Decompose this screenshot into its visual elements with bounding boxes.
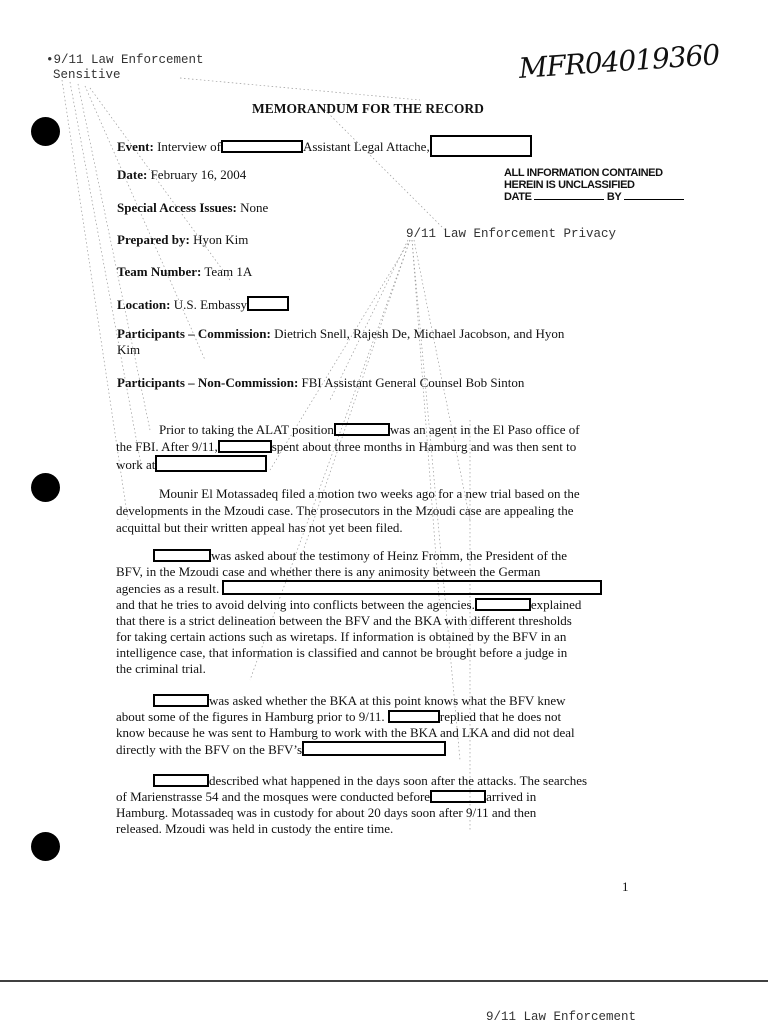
stamp-date-label: DATE (504, 191, 532, 203)
date-label: Date: (117, 167, 148, 182)
redaction-box (222, 580, 602, 595)
stamp-by-label: BY (606, 191, 622, 203)
paragraph-1 (116, 421, 580, 473)
special-access-value: None (240, 200, 269, 215)
p3-text: for taking certain actions such as wiretaps. If information is obtained by the BFV in an (116, 629, 567, 644)
header-marking-line1: •9/11 Law Enforcement (46, 53, 204, 67)
paragraph-2 (116, 485, 580, 536)
paragraph-3 (116, 548, 602, 677)
redaction-box (218, 440, 272, 453)
p3-text: was asked about the testimony of Heinz Fromm, the President of the (211, 548, 567, 563)
footer-marking: 9/11 Law Enforcement (486, 1010, 637, 1024)
p1-text: Prior to taking the ALAT position (159, 422, 334, 437)
redaction-box (475, 598, 531, 611)
location-line (117, 296, 289, 313)
p4-text: was asked whether the BKA at this point knows what the BFV knew (209, 693, 566, 708)
participants-commission (117, 326, 564, 358)
redaction-box (302, 741, 446, 756)
p3-text: and that he tries to avoid delving into conflicts between the agencies. (116, 597, 475, 612)
p3-text: explained (530, 597, 582, 612)
team-number-label: Team Number: (117, 264, 202, 279)
stamp-line1: ALL INFORMATION CONTAINED (504, 167, 663, 179)
stamp-line2: HEREIN IS UNCLASSIFIED (504, 179, 635, 191)
privacy-marking: 9/11 Law Enforcement Privacy (406, 227, 617, 241)
p5-text: described what happened in the days soon after the attacks. The searches (209, 773, 588, 788)
stamp-line3 (504, 191, 684, 203)
p1-text: spent about three months in Hamburg and was then sent to (271, 439, 577, 454)
p3-text: the criminal trial. (116, 661, 206, 676)
participants-noncommission-label: Participants – Non-Commission: (117, 375, 299, 390)
participants-commission-value: Dietrich Snell, Rajesh De, Michael Jacobson, and Hyon (274, 326, 565, 341)
prepared-by-line (117, 232, 248, 248)
page-number: 1 (622, 879, 629, 894)
participants-noncommission (117, 375, 524, 391)
special-access-label: Special Access Issues: (117, 200, 237, 215)
redaction-box (430, 790, 486, 803)
event-prefix: Interview of (157, 139, 221, 154)
p3-text: intelligence case, that information is classified and cannot be brought before a judge in (116, 645, 568, 660)
redaction-box (153, 694, 209, 707)
redaction-box (430, 135, 532, 157)
p3-text: agencies as a result. (116, 581, 220, 596)
p2-text: developments in the Mzoudi case. The prosecutors in the Mzoudi case are appealing the (116, 503, 574, 518)
location-label: Location: (117, 297, 171, 312)
punch-hole-middle (31, 473, 60, 502)
location-value: U.S. Embassy (173, 297, 248, 312)
participants-commission-value-line2: Kim (117, 342, 141, 357)
p4-text: know because he was sent to Hamburg to work with the BKA and LKA and did not deal (116, 725, 575, 740)
p2-text: acquittal but their written appeal has not yet been filed. (116, 520, 403, 535)
paragraph-4 (116, 693, 575, 758)
team-number-value: Team 1A (204, 264, 253, 279)
date-line (117, 167, 246, 183)
prepared-by-label: Prepared by: (117, 232, 190, 247)
paragraph-5 (116, 773, 587, 837)
p5-text: arrived in (486, 789, 537, 804)
punch-hole-bottom (31, 832, 60, 861)
punch-hole-top (31, 117, 60, 146)
participants-noncommission-value: FBI Assistant General Counsel Bob Sinton (301, 375, 525, 390)
redaction-box (388, 710, 440, 723)
participants-commission-label: Participants – Commission: (117, 326, 271, 341)
p4-text: about some of the figures in Hamburg prior to 9/11. (116, 709, 385, 724)
prepared-by-value: Hyon Kim (193, 232, 249, 247)
redaction-box (153, 549, 211, 562)
page-title: MEMORANDUM FOR THE RECORD (252, 101, 484, 116)
redaction-box (221, 140, 303, 153)
p5-text: released. Mzoudi was held in custody the entire time. (116, 821, 394, 836)
p3-text: that there is a strict delineation between the BFV and the BKA with different thresholds (116, 613, 572, 628)
p4-text: replied that he does not (439, 709, 562, 724)
event-suffix: Assistant Legal Attache, (302, 139, 430, 154)
p5-text: of Marienstrasse 54 and the mosques were conducted before (116, 789, 431, 804)
p5-text: Hamburg. Motassadeq was in custody for about 20 days soon after 9/11 and then (116, 805, 537, 820)
redaction-box (153, 774, 209, 787)
date-value: February 16, 2004 (150, 167, 247, 182)
p1-text: was an agent in the El Paso office of (389, 422, 580, 437)
p2-text: Mounir El Motassadeq filed a motion two weeks ago for a new trial based on the (159, 486, 580, 501)
redaction-box (155, 455, 267, 472)
event-label: Event: (117, 139, 154, 154)
p1-text: work at (116, 457, 156, 472)
special-access-line (117, 200, 268, 216)
header-marking-line2: Sensitive (53, 68, 121, 82)
redaction-box (247, 296, 289, 311)
team-number-line (117, 264, 252, 280)
p4-text: directly with the BFV on the BFV’s (116, 742, 303, 757)
header-marking (46, 53, 204, 83)
classification-stamp (504, 167, 684, 203)
mfr-number-handwritten: MFR04019360 (517, 38, 721, 85)
p3-text: BFV, in the Mzoudi case and whether there is any animosity between the German (116, 564, 541, 579)
p1-text: the FBI. After 9/11, (116, 439, 218, 454)
event-line (117, 135, 532, 157)
redaction-box (334, 423, 390, 436)
